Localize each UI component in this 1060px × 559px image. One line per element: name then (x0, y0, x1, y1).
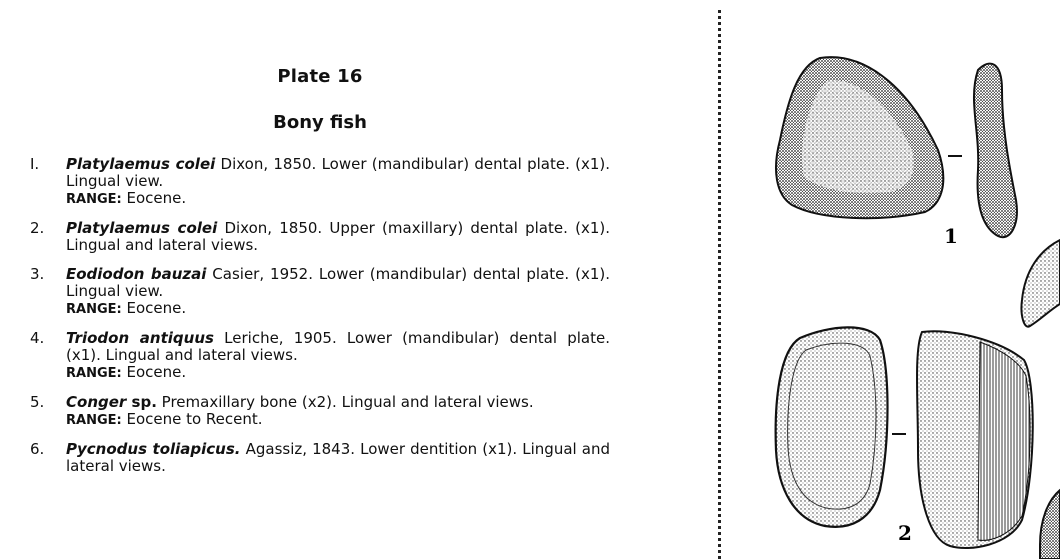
range-value: Eocene. (121, 299, 187, 317)
entry-description: Dixon, 1850. Lower (mandibular) dental plate. (x1). Lingual view. (66, 155, 610, 190)
plate-subtitle: Bony fish (273, 112, 367, 133)
species-name: Conger (66, 393, 127, 411)
list-item (30, 156, 610, 208)
range-value: Eocene. (121, 189, 187, 207)
list-item (30, 330, 610, 382)
range-label: RANGE: (66, 413, 122, 428)
species-name: Platylaemus colei (66, 155, 216, 173)
species-name: Eodiodon bauzai (66, 265, 207, 283)
list-item (30, 394, 610, 429)
range-value: Eocene. (121, 363, 187, 381)
list-item (30, 266, 610, 318)
entry-number: 5. (30, 393, 45, 411)
species-suffix: sp. (126, 393, 157, 411)
species-name: Pycnodus toliapicus. (66, 440, 241, 458)
figure-label-2: 2 (898, 521, 912, 545)
entry-description: Casier, 1952. Lower (mandibular) dental plate. (x1). Lingual view. (66, 265, 610, 300)
entry-number: 4. (30, 329, 45, 347)
entry-description: Dixon, 1850. Upper (maxillary) dental plate. (x1). Lingual and lateral views. (66, 219, 610, 254)
range-value: Eocene to Recent. (121, 410, 263, 428)
entry-number: I. (30, 155, 40, 173)
fossil-6-partial (1040, 490, 1060, 559)
entry-description: Leriche, 1905. Lower (mandibular) dental plate. (x1). Lingual and lateral views. (66, 329, 610, 364)
figure-label-1: 1 (944, 224, 958, 248)
fossil-illustrations (740, 0, 1060, 559)
fossil-3-partial (1021, 240, 1060, 327)
entry-description: Agassiz, 1843. Lower dentition (x1). Lingual and lateral views. (66, 440, 610, 475)
fossil-1-lateral (974, 64, 1017, 238)
range-label: RANGE: (66, 192, 122, 207)
species-list (30, 156, 610, 487)
column-divider (718, 10, 721, 559)
range-label: RANGE: (66, 302, 122, 317)
species-name: Triodon antiquus (66, 329, 214, 347)
range-label: RANGE: (66, 366, 122, 381)
entry-description: Premaxillary bone (x2). Lingual and lateral views. (156, 393, 534, 411)
list-item (30, 220, 610, 254)
list-item (30, 441, 610, 475)
species-name: Platylaemus colei (66, 219, 218, 237)
entry-number: 2. (30, 219, 45, 237)
plate-title: Plate 16 (277, 66, 363, 87)
entry-number: 3. (30, 265, 45, 283)
entry-number: 6. (30, 440, 45, 458)
